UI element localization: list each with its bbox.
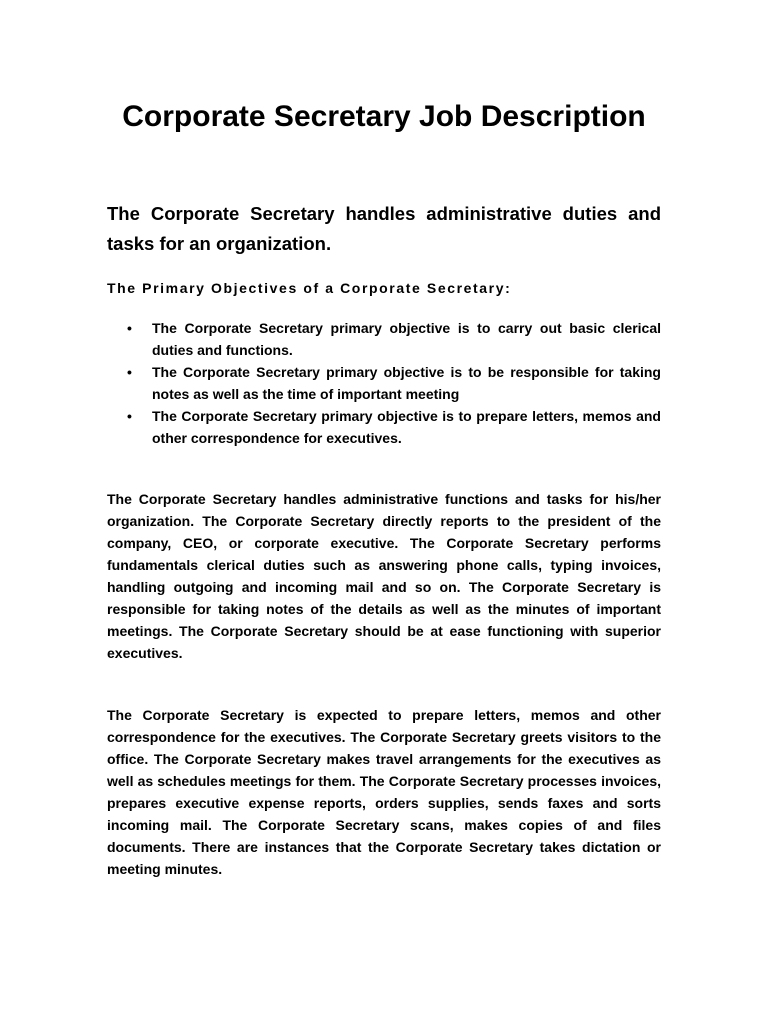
objective-text: The Corporate Secretary primary objective is to prepare letters, memos and other correspondence for executives. bbox=[152, 408, 661, 446]
bullet-icon: • bbox=[127, 320, 132, 336]
document-title: Corporate Secretary Job Description bbox=[122, 100, 646, 133]
document-subtitle: The Corporate Secretary handles administrative duties and tasks for an organization. bbox=[107, 203, 661, 254]
objective-item bbox=[107, 317, 661, 361]
bullet-icon: • bbox=[127, 364, 132, 380]
body-paragraph: The Corporate Secretary is expected to prepare letters, memos and other correspondence for the executives. The Corporate Secretary greets visitors to the office. The Corporate Secretary makes travel arrangements for the executives as well as schedules meetings for them. The Corporate Secretary processes invoices, prepares executive expense reports, orders supplies, sends faxes and sorts incoming mail. The Corporate Secretary scans, makes copies of and files documents. There are instances that the Corporate Secretary takes dictation or meeting minutes. bbox=[107, 707, 661, 877]
objective-item bbox=[107, 361, 661, 405]
objective-text: The Corporate Secretary primary objective is to carry out basic clerical duties and functions. bbox=[152, 320, 661, 358]
objectives-list bbox=[107, 317, 661, 449]
body-paragraph: The Corporate Secretary handles administrative functions and tasks for his/her organization. The Corporate Secretary directly reports to the president of the company, CEO, or corporate executive. The Corporate Secretary performs fundamentals clerical duties such as answering phone calls, typing invoices, handling outgoing and incoming mail and so on. The Corporate Secretary is responsible for taking notes of the details as well as the minutes of important meetings. The Corporate Secretary should be at ease functioning with superior executives. bbox=[107, 491, 661, 661]
objective-item bbox=[107, 405, 661, 449]
objective-text: The Corporate Secretary primary objective is to be responsible for taking notes as well as the time of important meeting bbox=[152, 364, 661, 402]
objectives-heading: The Primary Objectives of a Corporate Secretary: bbox=[107, 280, 512, 296]
bullet-icon: • bbox=[127, 408, 132, 424]
